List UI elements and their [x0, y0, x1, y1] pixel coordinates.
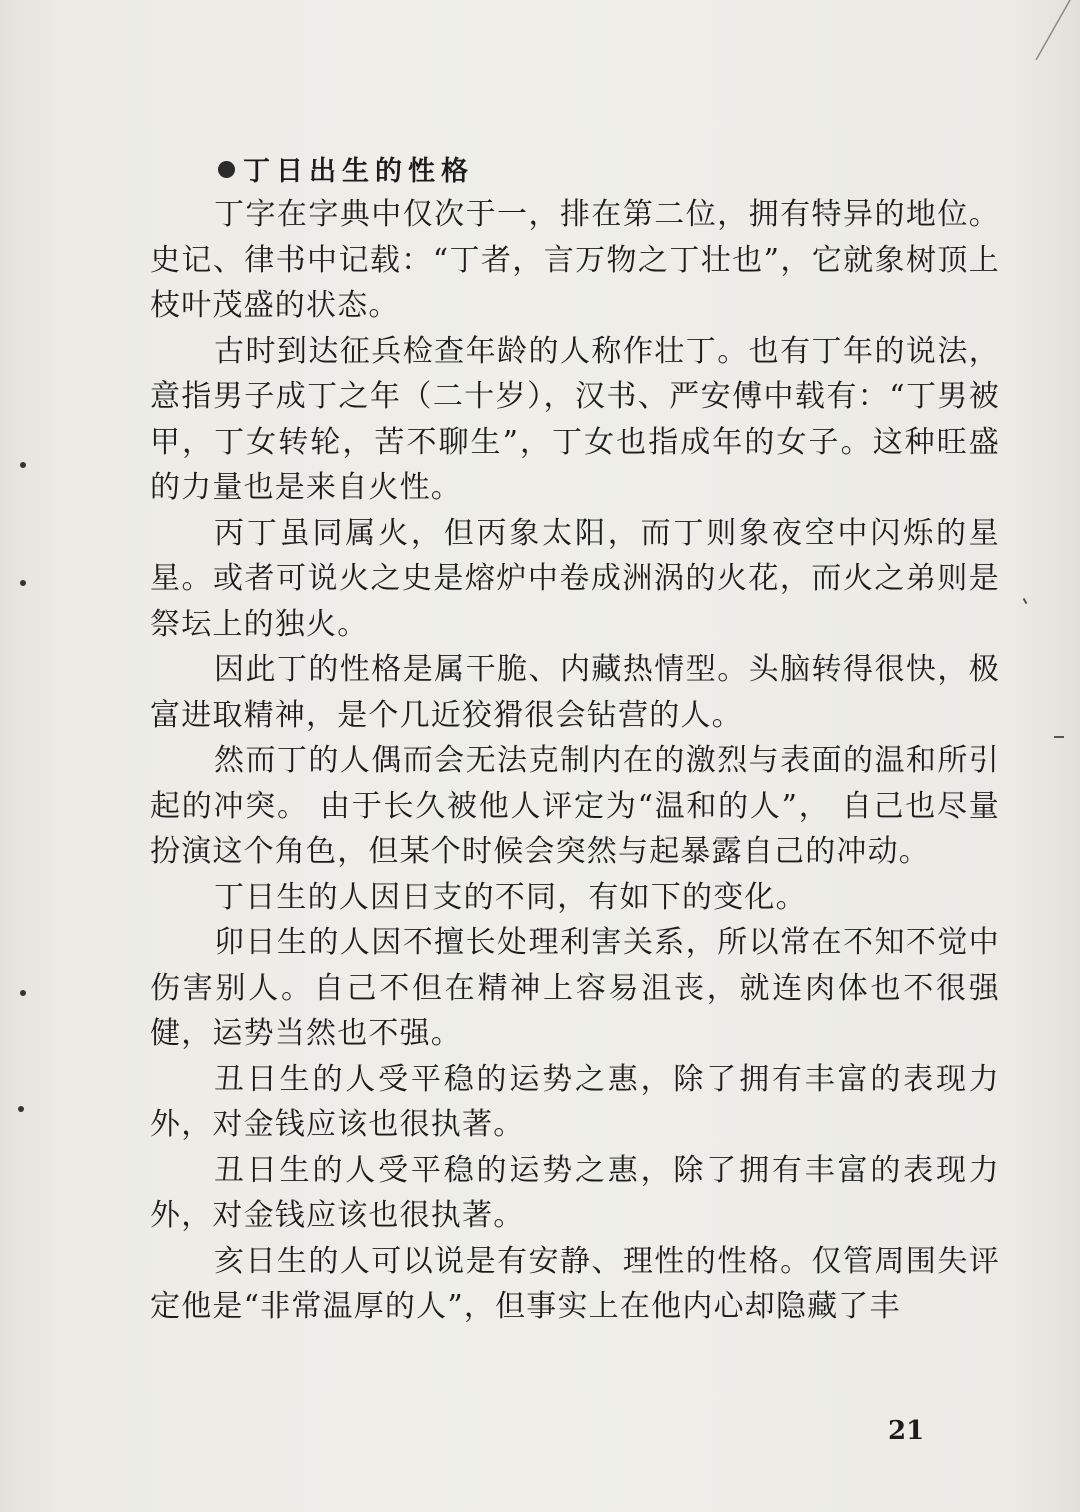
- bullet-icon: [218, 161, 235, 178]
- paragraph: 卯日生的人因不擅长处理利害关系，所以常在不知不觉中伤害别人。自己不但在精神上容易沮丧，就连肉体也不很强健，运势当然也不强。: [150, 925, 1000, 1051]
- paragraph: 因此丁的性格是属干脆、内藏热情型。头脑转得很快，极富进取精神，是个几近狡猾很会钻营的人。: [150, 652, 1000, 733]
- paragraph: 亥日生的人可以说是有安静、理性的性格。仅管周围失评定他是“非常温厚的人”，但事实上在他内心却隐藏了丰: [150, 1243, 1000, 1324]
- page-number: 21: [888, 1416, 925, 1446]
- paragraph: 丁日生的人因日支的不同，有如下的变化。: [214, 879, 807, 915]
- paragraph: 丁字在字典中仅次于一，排在第二位，拥有特异的地位。史记、律书中记载：“丁者，言万物之丁壮也”，它就象树顶上枝叶茂盛的状态。: [150, 197, 1000, 323]
- scan-mark: [1023, 598, 1028, 604]
- section-title-text: 丁日出生的性格: [243, 155, 474, 187]
- scan-mark: [1054, 736, 1064, 738]
- paragraph: 丙丁虽同属火，但丙象太阳，而丁则象夜空中闪烁的星星。或者可说火之史是熔炉中卷成洲涡的火花，而火之弟则是祭坛上的独火。: [150, 515, 1000, 642]
- scan-speck: [18, 1106, 24, 1112]
- paragraph: 丑日生的人受平稳的运势之惠，除了拥有丰富的表现力外，对金钱应该也很执著。: [150, 1061, 1000, 1142]
- scan-speck: [20, 580, 26, 586]
- paragraph: 然而丁的人偶而会无法克制内在的激烈与表面的温和所引起的冲突。 由于长久被他人评定为“温和的人”， 自己也尽量扮演这个角色，但某个时候会突然与起暴露自己的冲动。: [150, 743, 1000, 869]
- section-title: [218, 146, 474, 190]
- scan-speck: [20, 462, 26, 468]
- scan-speck: [20, 990, 26, 996]
- paragraph: 古时到达征兵检查年龄的人称作壮丁。也有丁年的说法，意指男子成丁之年（二十岁），汉书、严安傅中载有：“丁男被甲，丁女转轮，苦不聊生”，丁女也指成年的女子。这种旺盛的力量也是来自火性。: [150, 333, 1000, 505]
- body-text: [150, 192, 1000, 1330]
- page-edge-mark: [940, 0, 1080, 60]
- paragraph: 丑日生的人受平稳的运势之惠，除了拥有丰富的表现力外，对金钱应该也很执著。: [150, 1152, 1000, 1233]
